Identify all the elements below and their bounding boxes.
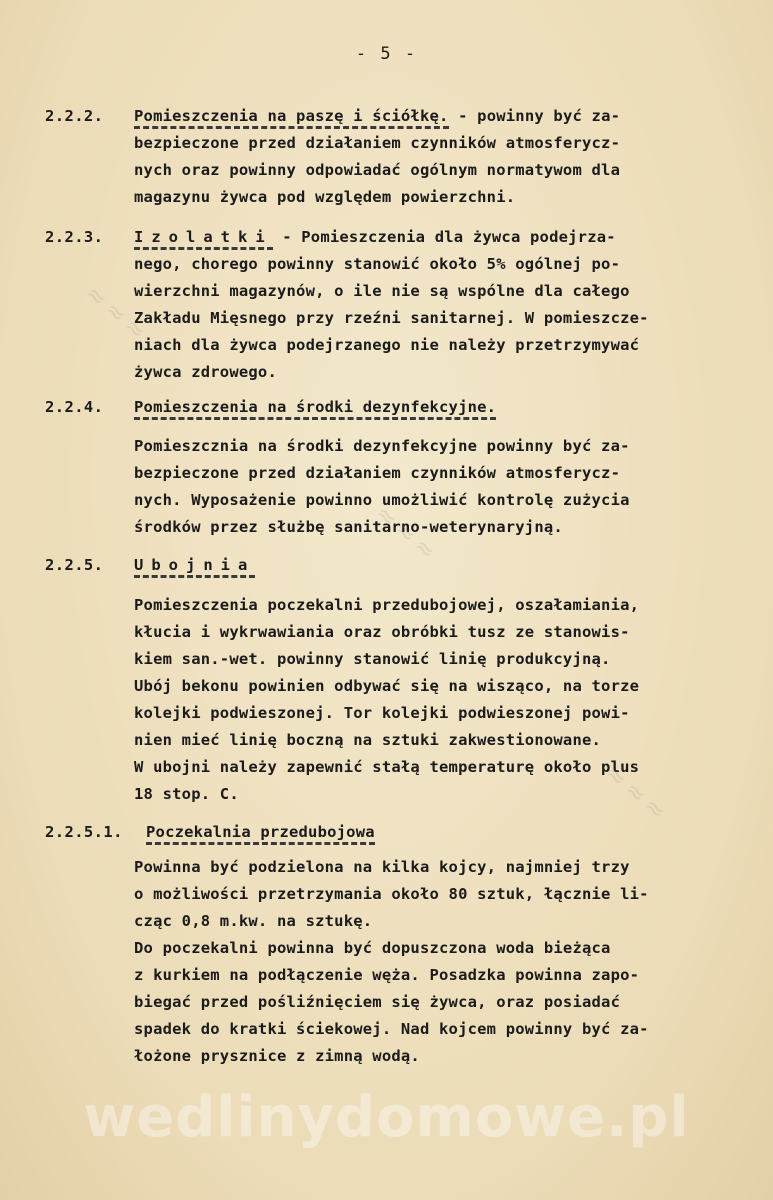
text-line: - Pomieszczenia dla żywca podejrza- <box>272 228 616 246</box>
text-line: bezpieczone przed działaniem czynników atmosferycz- <box>134 134 621 152</box>
text-line: łożone prysznice z zimną wodą. <box>134 1047 420 1065</box>
section-number: 2.2.2. <box>45 107 104 125</box>
text-line: kłucia i wykrwawiania oraz obróbki tusz ze stanowis- <box>134 623 630 641</box>
text-line: środków przez służbę sanitarno-weterynaryjną. <box>134 518 563 536</box>
text-line: kolejki podwieszonej. Tor kolejki podwieszonej powi- <box>134 704 630 722</box>
section-heading-line <box>134 107 620 125</box>
section-heading: Pomieszczenia na środki dezynfekcyjne. <box>134 398 496 420</box>
text-line: Do poczekalni powinna być dopuszczona woda bieżąca <box>134 939 611 957</box>
text-line: spadek do kratki ściekowej. Nad kojcem powinny być za- <box>134 1020 649 1038</box>
text-line: kiem san.-wet. powinny stanowić linię produkcyjną. <box>134 650 611 668</box>
text-line: nego, chorego powinny stanowić około 5% ogólnej po- <box>134 255 621 273</box>
text-line: cząc 0,8 m.kw. na sztukę. <box>134 912 373 930</box>
text-line: - powinny być za- <box>448 107 621 125</box>
section-heading-line <box>134 398 496 416</box>
section-number: 2.2.3. <box>45 228 104 246</box>
text-line: Powinna być podzielona na kilka kojcy, najmniej trzy <box>134 858 630 876</box>
section-heading-line <box>146 823 375 841</box>
text-line: Pomieszcznia na środki dezynfekcyjne powinny być za- <box>134 437 630 455</box>
text-line: W ubojni należy zapewnić stałą temperaturę około plus <box>134 758 640 776</box>
text-line: z kurkiem na podłączenie węża. Posadzka powinna zapo- <box>134 966 640 984</box>
text-line: 18 stop. C. <box>134 785 239 803</box>
text-line: Pomieszczenia poczekalni przedubojowej, oszałamiania, <box>134 596 640 614</box>
section-heading-line <box>134 556 255 574</box>
watermark: wedlinydomowe.pl <box>83 1085 690 1150</box>
section-heading-line <box>134 228 616 246</box>
text-line: niach dla żywca podejrzanego nie należy przetrzymywać <box>134 336 640 354</box>
faint-stamp-mark: ≈≈≈ <box>79 279 156 349</box>
text-line: nien mieć linię boczną na sztuki zakwestionowane. <box>134 731 602 749</box>
faint-stamp-mark: ≈≈≈ <box>369 499 446 569</box>
text-line: bezpieczone przed działaniem czynników atmosferycz- <box>134 464 621 482</box>
text-line: Ubój bekonu powinien odbywać się na wisząco, na torze <box>134 677 640 695</box>
text-line: o możliwości przetrzymania około 80 sztuk, łącznie li- <box>134 885 649 903</box>
text-line: Zakładu Mięsnego przy rzeźni sanitarnej. W pomieszcze- <box>134 309 649 327</box>
section-number: 2.2.5. <box>45 556 104 574</box>
section-heading: Poczekalnia przedubojowa <box>146 823 375 845</box>
text-line: nych. Wyposażenie powinno umożliwić kontrolę zużycia <box>134 491 630 509</box>
text-line: żywca zdrowego. <box>134 363 277 381</box>
text-line: wierzchni magazynów, o ile nie są wspólne dla całego <box>134 282 630 300</box>
section-heading: Pomieszczenia na paszę i ściółkę. <box>134 107 449 129</box>
page-number: - 5 - <box>355 44 418 64</box>
section-heading: Ubojnia <box>134 556 255 578</box>
text-line: nych oraz powinny odpowiadać ogólnym normatywom dla <box>134 161 621 179</box>
text-line: magazynu żywca pod względem powierzchni. <box>134 188 516 206</box>
text-line: biegać przed pośliźnięciem się żywca, oraz posiadać <box>134 993 621 1011</box>
faint-stamp-mark: ≈≈≈ <box>599 759 676 829</box>
section-heading: Izolatki <box>134 228 273 250</box>
section-number: 2.2.5.1. <box>45 823 123 841</box>
section-number: 2.2.4. <box>45 398 104 416</box>
